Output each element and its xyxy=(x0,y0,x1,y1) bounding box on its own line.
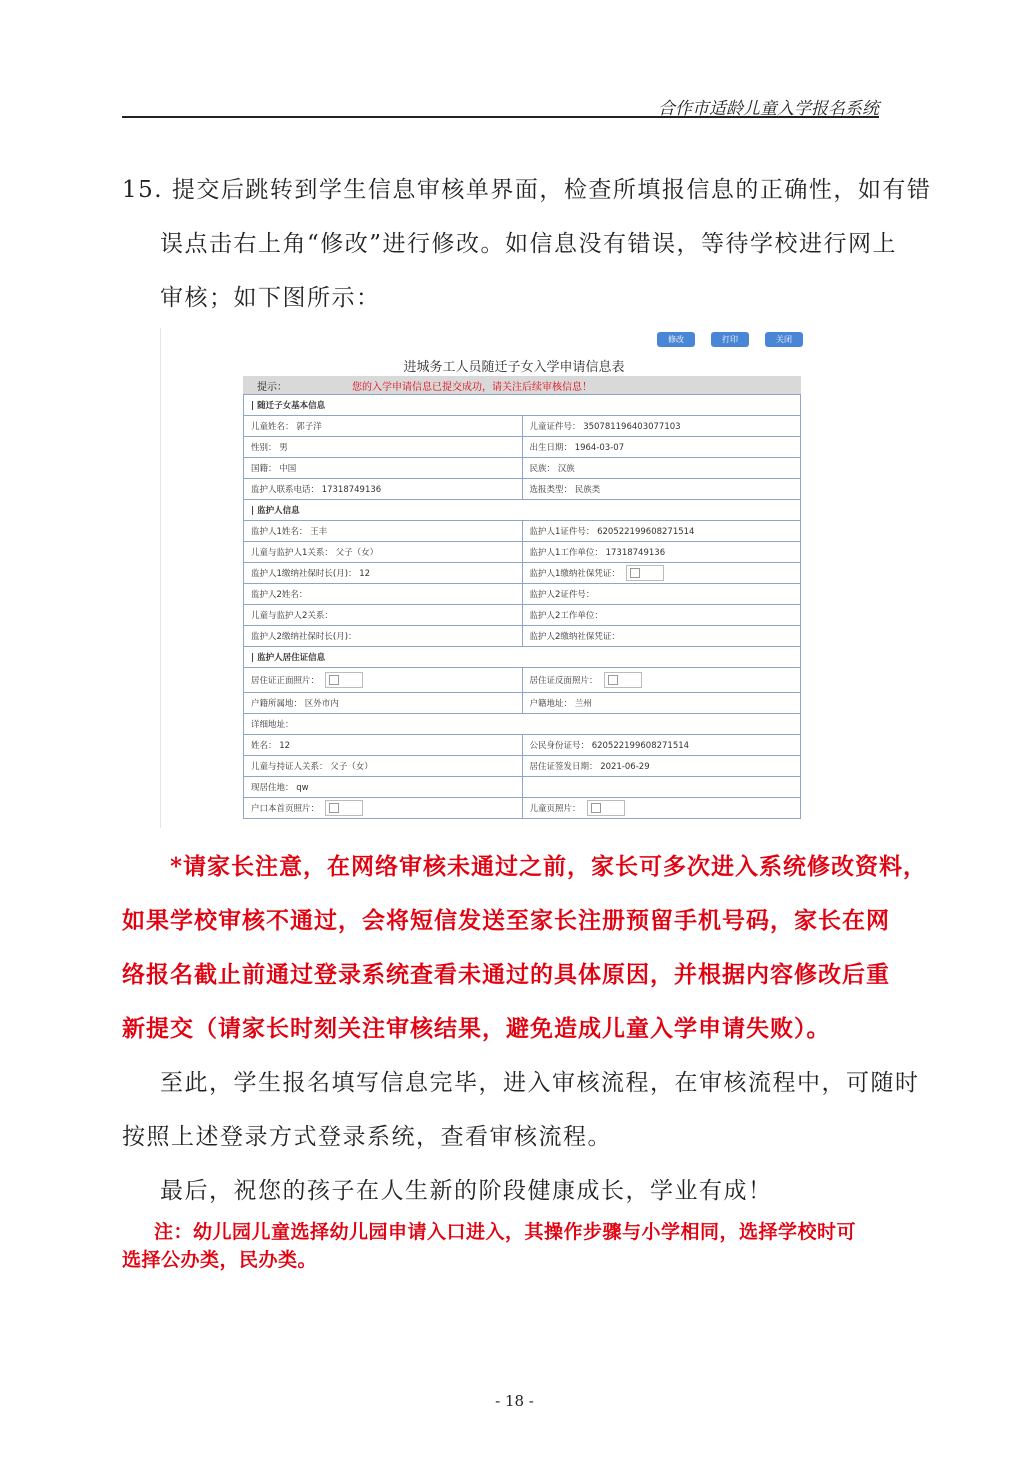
table-cell: 户籍所属地： 区外市内 xyxy=(251,699,339,709)
tip-label: 提示： xyxy=(257,381,287,393)
table-cell: 监护人2缴纳社保时长(月)： xyxy=(251,632,357,642)
table-cell: 详细地址： xyxy=(251,720,294,730)
table-cell: 现居住地： qw xyxy=(251,783,309,793)
table-cell: 户籍地址： 兰州 xyxy=(522,693,801,713)
table-cell: 监护人1工作单位： 17318749136 xyxy=(522,542,801,562)
notice-line: 新提交（请家长时刻关注审核结果，避免造成儿童入学申请失败）。 xyxy=(122,1015,831,1042)
table-cell: 监护人联系电话： 17318749136 xyxy=(251,485,382,495)
table-cell: 监护人1缴纳社保时长(月)： 12 xyxy=(251,569,371,579)
table-cell: 监护人1证件号： 620522199608271514 xyxy=(522,521,801,541)
table-cell: 监护人2证件号： xyxy=(522,584,801,604)
table-cell: 儿童姓名： 郭子洋 xyxy=(251,422,322,432)
note-line: 注：幼儿园儿童选择幼儿园申请入口进入，其操作步骤与小学相同，选择学校时可 xyxy=(154,1221,857,1243)
table-cell: 儿童与持证人关系： 父子（女） xyxy=(251,762,373,772)
table-cell-label: 户口本首页照片： xyxy=(251,804,320,814)
close-button[interactable]: 关闭 xyxy=(765,332,803,347)
tip-row xyxy=(243,376,801,394)
wish-line: 最后，祝您的孩子在人生新的阶段健康成长，学业有成！ xyxy=(160,1178,773,1204)
table-cell: 监护人2姓名： xyxy=(251,590,308,600)
print-button[interactable]: 打印 xyxy=(711,332,749,347)
section-residence-permit: | 监护人居住证信息 xyxy=(251,653,326,663)
broken-image-icon xyxy=(325,672,363,688)
table-cell xyxy=(522,777,801,797)
table-cell: 姓名： 12 xyxy=(251,741,291,751)
step-15-paragraph xyxy=(122,163,932,325)
kindergarten-note xyxy=(122,1218,910,1274)
closing-paragraph xyxy=(122,1056,920,1218)
table-cell: 出生日期： 1964-03-07 xyxy=(522,437,801,457)
step-15-line: 误点击右上角“修改”进行修改。如信息没有错误，等待学校进行网上 xyxy=(160,231,898,257)
figure-toolbar xyxy=(657,332,803,347)
broken-image-icon xyxy=(587,800,625,816)
closing-line: 至此，学生报名填写信息完毕，进入审核流程，在审核流程中，可随时 xyxy=(160,1070,920,1096)
table-cell: 监护人2工作单位： xyxy=(522,605,801,625)
screenshot-figure xyxy=(160,328,867,828)
table-cell xyxy=(522,668,801,692)
running-header-title: 合作市适龄儿童入学报名系统 xyxy=(658,99,879,119)
tip-message: 您的入学申请信息已提交成功，请关注后续审核信息！ xyxy=(352,381,592,393)
table-cell xyxy=(522,798,801,818)
table-cell-label: 居住证反面照片： xyxy=(529,676,598,686)
table-cell-label: 儿童页照片： xyxy=(529,804,581,814)
section-child-info: | 随迁子女基本信息 xyxy=(251,401,326,411)
table-cell-label: 居住证正面照片： xyxy=(251,676,320,686)
header-rule xyxy=(122,116,879,118)
table-cell: 儿童证件号： 350781196403077103 xyxy=(522,416,801,436)
page-number: - 18 - xyxy=(495,1392,534,1410)
table-cell: 国籍： 中国 xyxy=(251,464,297,474)
table-cell: 监护人1姓名： 王丰 xyxy=(251,527,328,537)
application-info-table xyxy=(243,376,801,819)
table-cell: 居住证签发日期： 2021-06-29 xyxy=(522,756,801,776)
notice-line: *请家长注意，在网络审核未通过之前，家长可多次进入系统修改资料， xyxy=(170,853,928,880)
table-cell xyxy=(522,563,801,583)
broken-image-icon xyxy=(626,565,664,581)
table-cell: 儿童与监护人1关系： 父子（女） xyxy=(251,548,379,558)
notice-line: 如果学校审核不通过，会将短信发送至家长注册预留手机号码，家长在网 xyxy=(122,907,890,934)
table-cell: 监护人2缴纳社保凭证： xyxy=(522,626,801,646)
table-cell xyxy=(244,798,522,818)
table-cell: 公民身份证号： 620522199608271514 xyxy=(522,735,801,755)
broken-image-icon xyxy=(604,672,642,688)
note-line: 选择公办类，民办类。 xyxy=(122,1249,318,1271)
edit-button[interactable]: 修改 xyxy=(657,332,695,347)
table-cell xyxy=(244,668,522,692)
table-cell-label: 监护人1缴纳社保凭证： xyxy=(529,569,620,579)
notice-line: 络报名截止前通过登录系统查看未通过的具体原因，并根据内容修改后重 xyxy=(122,961,890,988)
section-guardian-info: | 监护人信息 xyxy=(251,506,300,516)
form-title: 进城务工人员随迁子女入学申请信息表 xyxy=(403,360,625,375)
table-cell: 选报类型： 民族类 xyxy=(522,479,801,499)
parent-notice xyxy=(122,840,928,1056)
step-15-line: 审核；如下图所示： xyxy=(160,285,381,311)
step-15-line: 15. 提交后跳转到学生信息审核单界面，检查所填报信息的正确性，如有错 xyxy=(122,177,932,203)
table-cell: 民族： 汉族 xyxy=(522,458,801,478)
broken-image-icon xyxy=(325,800,363,816)
table-cell: 儿童与监护人2关系： xyxy=(251,611,333,621)
table-cell: 性别： 男 xyxy=(251,443,288,453)
closing-line: 按照上述登录方式登录系统，查看审核流程。 xyxy=(122,1124,612,1150)
